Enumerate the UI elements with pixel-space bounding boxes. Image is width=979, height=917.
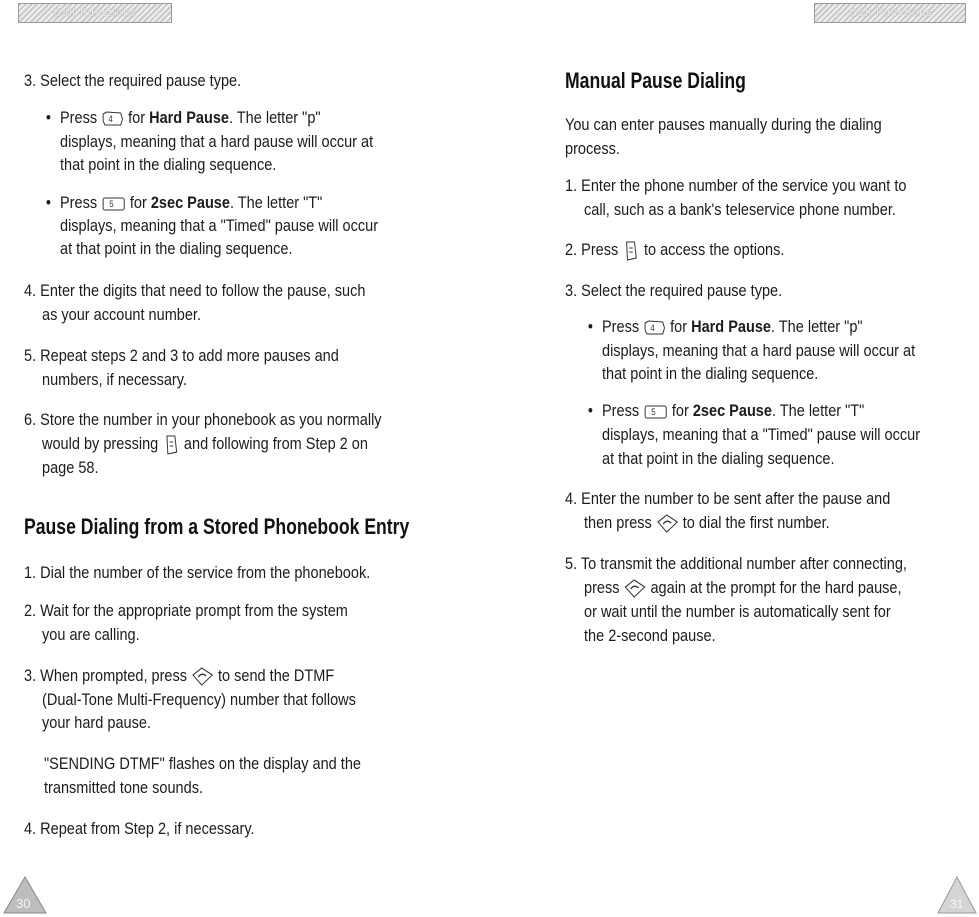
right-r5-l2a: press [584,579,620,597]
right-section-heading: Manual Pause Dialing [565,68,746,93]
right-r1-line1: 1. Enter the phone number of the service you want to [565,177,907,195]
left-b1-mid: for [128,109,146,127]
left-s3-line3: your hard pause. [42,714,151,732]
left-step-6-l2b: and following from Step 2 on [183,435,368,453]
left-step-4-line1: 4. Enter the digits that need to follow the pause, such [24,282,366,300]
right-r3: 3. Select the required pause type. [565,282,783,300]
left-s3-line2: (Dual-Tone Multi-Frequency) number that follows [42,691,356,709]
right-b2-line3: at that point in the dialing sequence. [602,450,835,468]
right-r2-a: 2. Press [565,241,619,259]
right-b1-line2: displays, meaning that a hard pause will occur at [602,342,916,360]
right-b1-line3: that point in the dialing sequence. [602,365,819,383]
left-s4: 4. Repeat from Step 2, if necessary. [24,820,255,838]
right-r2 [565,239,784,263]
right-r5-line2 [584,577,902,601]
right-r2-b: to access the options. [643,241,785,259]
right-r5-l2b: again at the prompt for the hard pause, [650,579,902,597]
left-b1-line3: that point in the dialing sequence. [60,156,277,174]
header-tab-left [18,3,172,23]
left-step-6-line1: 6. Store the number in your phonebook as you normally [24,411,382,429]
svg-text:4: 4 [108,113,113,124]
page-number-badge-right [936,875,978,915]
left-b1-post: . The letter "p" [228,109,321,127]
key-5-icon [101,196,126,212]
header-tab-right-text: Call Functions [849,7,933,19]
right-b2-post: . The letter "T" [771,402,865,420]
right-b2-mid: for [671,402,689,420]
left-s3-line1 [24,665,334,689]
send-key-icon [656,514,679,534]
left-s1: 1. Dial the number of the service from the phonebook. [24,564,371,582]
right-b2-line2: displays, meaning that a "Timed" pause will occur [602,426,921,444]
header-tab-left-text: Call Functions [53,7,137,19]
left-step-6-l2a: would by pressing [42,435,159,453]
left-step-5-line1: 5. Repeat steps 2 and 3 to add more pauses and [24,347,339,365]
left-step-5-line2: numbers, if necessary. [42,371,187,389]
left-step-4-line2: as your account number. [42,306,202,324]
page-number-badge-left [2,875,48,915]
left-b2-mid: for [129,194,147,212]
left-step-6-line2 [42,433,368,457]
left-b2-post: . The letter "T" [229,194,323,212]
left-b2-line3: at that point in the dialing sequence. [60,240,293,258]
right-b2-pre: Press [602,402,640,420]
svg-text:4: 4 [650,322,655,333]
right-b2-bold: 2sec Pause [692,402,772,420]
svg-text:5: 5 [109,198,114,209]
right-intro-line1: You can enter pauses manually during the dialing [565,116,882,134]
header-tab-right [814,3,966,23]
left-s3-l1a: 3. When prompted, press [24,667,188,685]
left-section-heading: Pause Dialing from a Stored Phonebook Entry [24,514,410,539]
page-number-left: 30 [16,896,31,911]
left-s2-line2: you are calling. [42,626,140,644]
left-b2-pre: Press [60,194,98,212]
left-b2-line2: displays, meaning that a "Timed" pause will occur [60,217,379,235]
left-s3-l1b: to send the DTMF [217,667,335,685]
left-b1-bold: Hard Pause [149,109,229,127]
right-bullet-hard-pause [602,316,863,340]
left-b2-bold: 2sec Pause [150,194,230,212]
send-key-icon [191,667,214,687]
right-b1-pre: Press [602,318,640,336]
right-r4-line1: 4. Enter the number to be sent after the pause and [565,490,891,508]
left-note-line1: "SENDING DTMF" flashes on the display and the [44,755,361,773]
page-number-right: 31 [950,897,964,911]
right-r5-line1: 5. To transmit the additional number after connecting, [565,555,907,573]
right-intro-line2: process. [565,140,620,158]
left-bullet-hard-pause [60,107,321,131]
key-5-icon [643,404,668,420]
send-key-icon [624,579,647,599]
right-r4-l2b: to dial the first number. [682,514,830,532]
svg-text:5: 5 [651,406,656,417]
left-bullet-2sec-pause [60,192,322,216]
left-step-6-line3: page 58. [42,459,99,477]
right-r4-line2 [584,512,830,536]
right-r5-line3: or wait until the number is automatically sent for [584,603,891,621]
right-bullet-2sec-pause [602,400,864,424]
right-b1-mid: for [670,318,688,336]
left-b1-pre: Press [60,109,98,127]
menu-key-icon [622,240,640,262]
right-r5-line4: the 2-second pause. [584,627,716,645]
right-b1-post: . The letter "p" [770,318,863,336]
key-4-icon [101,111,124,127]
left-s2-line1: 2. Wait for the appropriate prompt from the system [24,602,348,620]
right-r4-l2a: then press [584,514,652,532]
left-step-3: 3. Select the required pause type. [24,72,242,90]
left-note-line2: transmitted tone sounds. [44,779,204,797]
left-b1-line2: displays, meaning that a hard pause will occur at [60,133,374,151]
phonebook-key-icon [162,434,180,456]
key-4-icon [643,320,666,336]
right-b1-bold: Hard Pause [691,318,771,336]
right-r1-line2: call, such as a bank's teleservice phone number. [584,201,896,219]
